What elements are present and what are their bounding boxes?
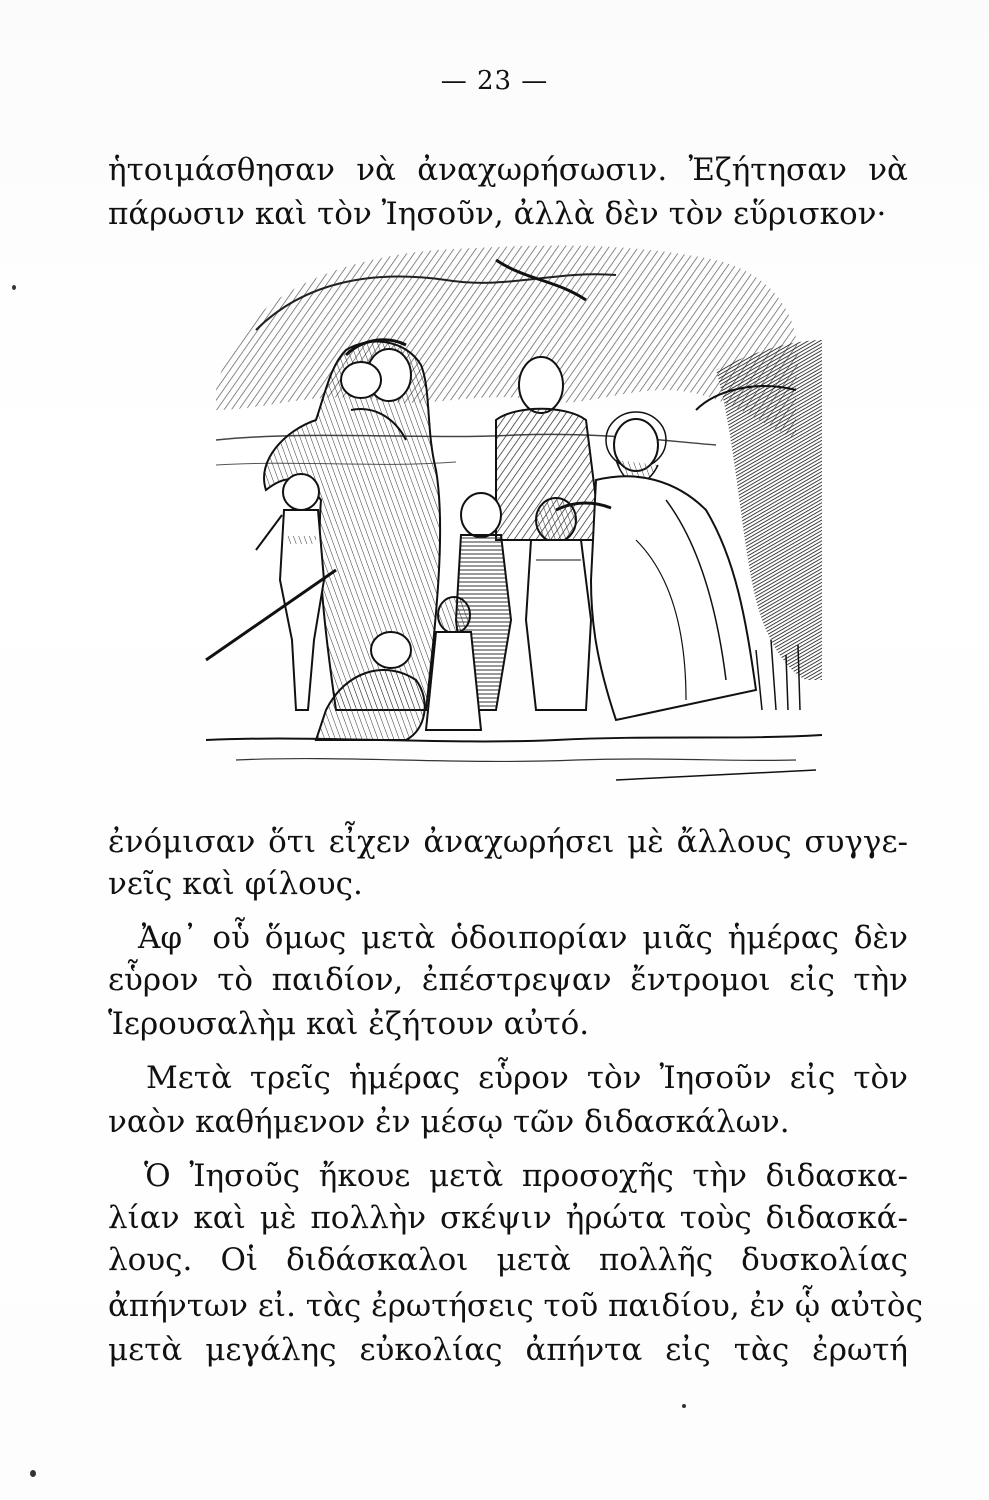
paper-speck [30,1470,36,1477]
text-line: ἀπήντων εἰ. τὰς ἐρωτήσεις τοῦ παιδίου, ἐν ᾧ αὐτὸς [108,1288,923,1324]
engraving-jesus-with-children-icon [196,240,822,800]
text-line: ἐνόμισαν ὅτι εἶχεν ἀναχωρήσει μὲ ἄλλους συγγε- [108,824,908,860]
text-line: ναὸν καθήμενον ἐν μέσῳ τῶν διδασκάλων. [108,1104,790,1140]
text-line: μετὰ μεγάλης εὐκολίας ἀπήντα εἰς τὰς ἐρωτή [108,1332,908,1368]
paper-speck [682,1404,686,1408]
text-line: λίαν καὶ μὲ πολλὴν σκέψιν ἠρώτα τοὺς διδασκά- [108,1200,908,1236]
paper-speck [12,285,16,290]
page-number: — 23 — [440,66,549,96]
text-line: Ὁ Ἰησοῦς ἤκουε μετὰ προσοχῆς τὴν διδασκα- [144,1158,908,1194]
text-line: Ἱερουσαλὴμ καὶ ἐζήτουν αὐτό. [108,1006,590,1042]
text-line: εὗρον τὸ παιδίον, ἐπέστρεψαν ἔντρομοι εἰς τὴν [108,962,908,998]
text-line: Ἀφ᾽ οὗ ὅμως μετὰ ὁδοιπορίαν μιᾶς ἡμέρας δὲν [138,920,908,956]
text-line: πάρωσιν καὶ τὸν Ἰησοῦν, ἀλλὰ δὲν τὸν εὕρισκον· [108,196,887,232]
text-line: Μετὰ τρεῖς ἡμέρας εὗρον τὸν Ἰησοῦν εἰς τὸν [146,1060,908,1096]
text-line: νεῖς καὶ φίλους. [108,866,363,902]
text-line: λους. Οἱ διδάσκαλοι μετὰ πολλῆς δυσκολίας [108,1242,908,1278]
text-line: ἡτοιμάσθησαν νὰ ἀναχωρήσωσιν. Ἐζήτησαν νὰ [108,152,908,188]
